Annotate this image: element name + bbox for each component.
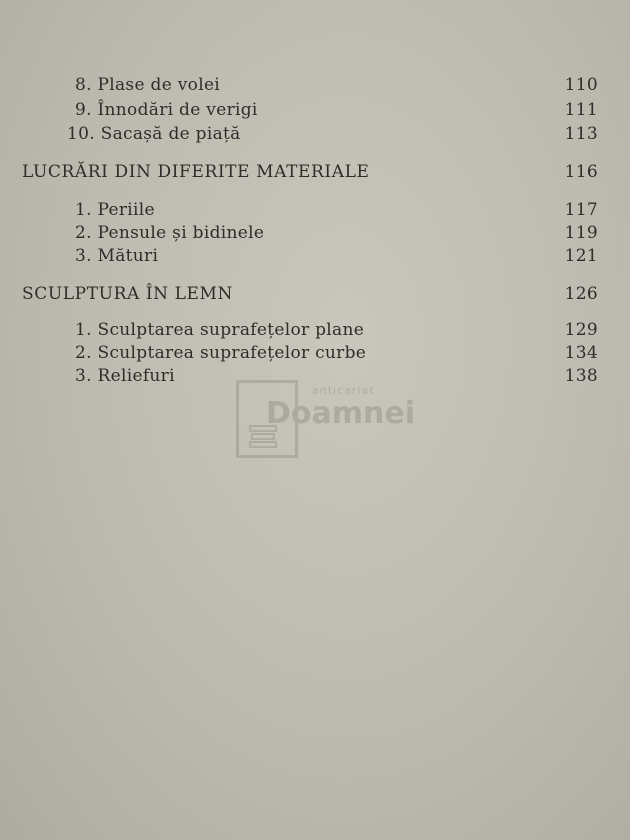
- toc-page-number: 113: [564, 124, 598, 144]
- toc-entry-title: 2. Pensule și bidinele: [75, 223, 265, 243]
- toc-page-number: 138: [564, 366, 598, 386]
- toc-page-number: 119: [564, 223, 598, 243]
- watermark-brand-text: Doamnei: [266, 396, 416, 431]
- toc-page-number: 111: [564, 100, 598, 120]
- watermark-logo: [236, 380, 426, 460]
- toc-page-number: 117: [564, 200, 598, 220]
- toc-page-number: 110: [564, 75, 598, 95]
- toc-row: [0, 121, 630, 147]
- toc-row: [0, 72, 630, 98]
- toc-row: [0, 97, 630, 123]
- toc-heading-title: LUCRĂRI DIN DIFERITE MATERIALE: [22, 162, 370, 182]
- toc-entry-title: 1. Sculptarea suprafețelor plane: [75, 320, 365, 340]
- watermark-small-text: anticariat: [312, 384, 375, 397]
- toc-entry-title: 1. Periile: [75, 200, 155, 220]
- toc-entry-title: 2. Sculptarea suprafețelor curbe: [75, 343, 367, 363]
- toc-page-number: 121: [564, 246, 598, 266]
- toc-row: [0, 243, 630, 269]
- toc-page-number: 134: [564, 343, 598, 363]
- toc-entry-title: 8. Plase de volei: [75, 75, 221, 95]
- toc-entry-title: 9. Înnodări de verigi: [75, 100, 258, 120]
- toc-entry-title: 10. Sacașă de piață: [67, 124, 241, 144]
- toc-entry-title: 3. Mături: [75, 246, 159, 266]
- toc-page-number: 129: [564, 320, 598, 340]
- toc-page-number: 116: [564, 162, 598, 182]
- toc-page-number: 126: [564, 284, 598, 304]
- toc-section-heading: [0, 281, 630, 307]
- toc-section-heading: [0, 159, 630, 185]
- toc-entry-title: 3. Reliefuri: [75, 366, 175, 386]
- toc-heading-title: SCULPTURA ÎN LEMN: [22, 284, 234, 304]
